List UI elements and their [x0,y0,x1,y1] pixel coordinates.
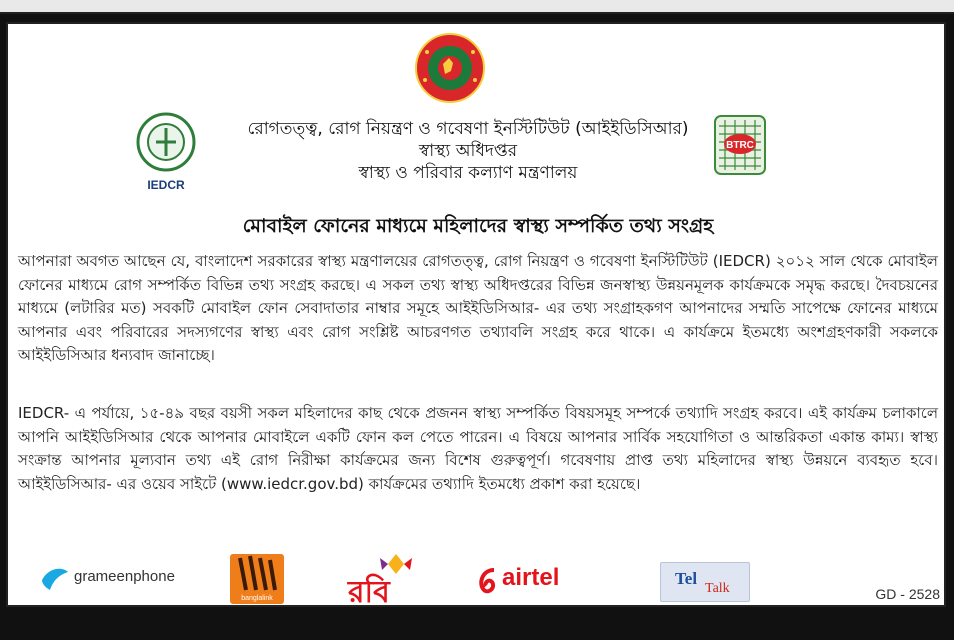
teletalk-talk: Talk [705,581,730,596]
iedcr-logo [131,112,201,190]
institute-name: রোগতত্ত্ব, রোগ নিয়ন্ত্রণ ও গবেষণা ইনস্টিটিউট (আইইডিসিআর) [247,119,689,139]
banglalink-name: banglalink [241,595,273,602]
robi-logo [348,556,418,610]
directorate-name: স্বাস্থ্য অধিদপ্তর [418,141,518,161]
teletalk-tel: Tel [675,569,698,588]
btrc-logo-icon [709,112,771,182]
robi-name: রবি [348,575,390,610]
iedcr-seal-icon [131,112,201,174]
header-text [218,118,718,184]
top-strip [0,0,954,14]
advertisement-card [6,22,946,610]
airtel-logo [478,564,588,598]
iedcr-logo-label: IEDCR [147,178,185,192]
notice-title: মোবাইল ফোনের মাধ্যমে মহিলাদের স্বাস্থ্য সম্পর্কিত তথ্য সংগ্রহ [242,215,714,237]
government-emblem-icon [413,30,487,110]
grameenphone-icon [40,564,70,594]
svg-text:BTRC: BTRC [726,140,754,151]
airtel-icon [478,568,500,594]
paragraph-two: IEDCR- এ পর্যায়ে, ১৫-৪৯ বছর বয়সী সকল মহিলাদের কাছ থেকে প্রজনন স্বাস্থ্য সম্পর্কিত বিষয়সমূহ সম্পর্কে তথ্যাদি সংগ্রহ করবে। এই কার্যক্রম চলাকালে আপনি আইইডিসিআর থেকে আপনার মোবাইলে একটি ফোন কল পেতে পারেন। এ বিষয়ে আপনার সার্বিক সহযোগিতা ও আন্তরিকতা একান্ত কাম্য। স্বাস্থ্য সংক্রান্ত আপনার মূল্যবান তথ্য এই রোগ নিরীক্ষা কার্যক্রমের জন্য বিশেষ গুরুত্বপূর্ণ। গবেষণায় প্রাপ্ত তথ্য মহিলাদের স্বাস্থ্য উন্নয়নে ব্যবহৃত হবে। আইইডিসিআর- এর ওয়েব সাইটে (www.iedcr.gov.bd) কার্যক্রমের তথ্যাদি ইতমধ্যে প্রকাশ করা হয়েছে। [18,404,938,493]
paragraph-one: আপনারা অবগত আছেন যে, বাংলাদেশ সরকারের স্বাস্থ্য মন্ত্রণালয়ের রোগতত্ত্ব, রোগ নিয়ন্ত্রণ ও গবেষণা ইনস্টিটিউট (IEDCR) ২০১২ সাল থেকে মোবাইল ফোনের মাধ্যমে রোগ সম্পর্কিত বিভিন্ন তথ্য সংগ্রহ করছে। এ সকল তথ্য স্বাস্থ্য অধিদপ্তরের বিভিন্ন জনস্বাস্থ্য উন্নয়নমূলক কার্যক্রমকে সমৃদ্ধ করছে। দৈবচয়নের মাধ্যমে (লটারির মত) সবকটি মোবাইল ফোন সেবাদাতার নাম্বার সমূহে আইইডিসিআর- এর তথ্য সংগ্রাহকগণ আপনাদের সম্মতি সাপেক্ষে ফোনের মাধ্যমে আপনার এবং পরিবারের সদস্যগণের স্বাস্থ্য এবং রোগ সংশ্লিষ্ট আচরণগত তথ্যাবলি সংগ্রহ করে থাকে। এ কার্যক্রমে ইতমধ্যে অংশগ্রহণকারী সকলকে আইইডিসিআর ধন্যবাদ জানাচ্ছে। [18,252,938,364]
grameenphone-name: grameenphone [74,568,175,585]
grameenphone-logo [40,562,190,596]
teletalk-logo [660,562,750,602]
partner-logos [8,554,948,610]
banglalink-logo [230,554,284,604]
airtel-name: airtel [502,564,560,591]
ministry-name: স্বাস্থ্য ও পরিবার কল্যাণ মন্ত্রণালয় [358,163,578,183]
ad-code: GD - 2528 [875,586,940,602]
